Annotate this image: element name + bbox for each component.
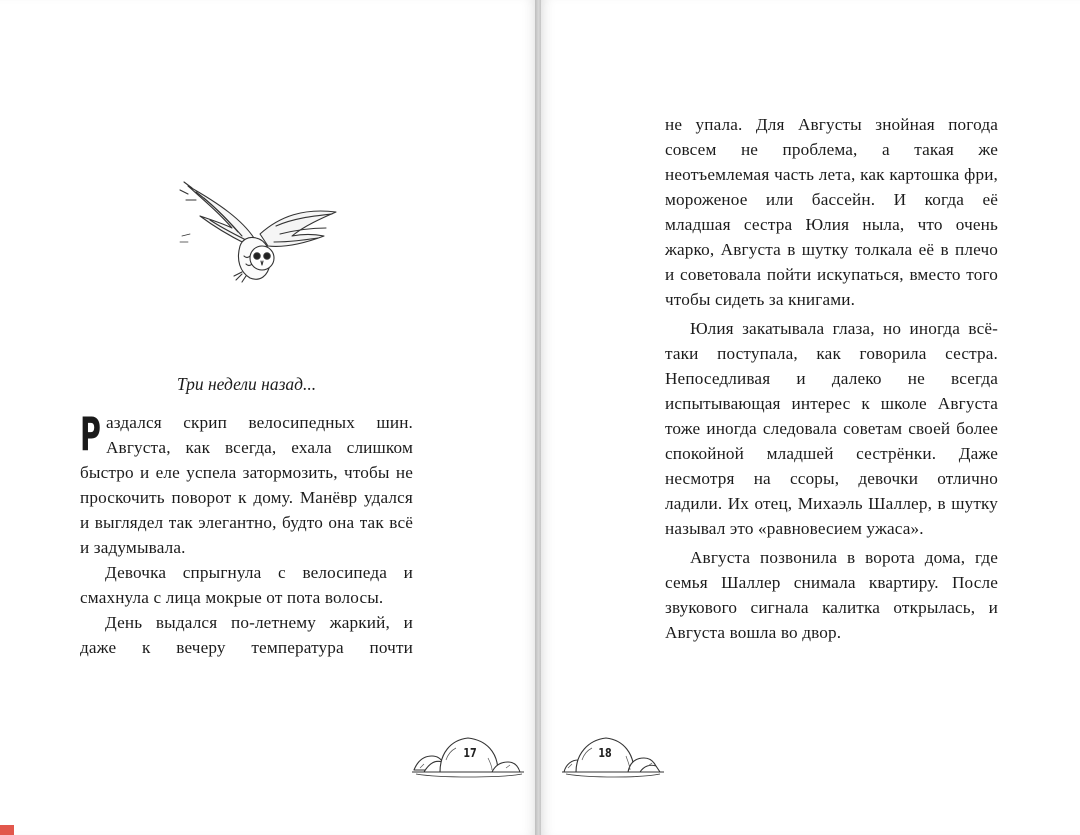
left-page xyxy=(0,0,536,835)
page-number: 17 xyxy=(463,746,477,760)
corner-mark xyxy=(0,825,14,835)
owl-flying-icon xyxy=(176,176,342,286)
paragraph: День выдался по-летнему жаркий, и даже к вечеру температура почти xyxy=(80,613,413,657)
right-page-text xyxy=(665,112,998,645)
left-page-text xyxy=(80,407,413,660)
chapter-title: Три недели назад... xyxy=(176,374,317,394)
page-number-left xyxy=(410,732,530,782)
paragraph-text: аздался скрип велосипедных шин. Августа, как всегда, ехала слишком быстро и еле успела затормозить, чтобы не проскочить поворот к дому. Манёвр удался и выглядел так элегантно, будто она так всё и задумывала. xyxy=(80,413,413,557)
page-number-right xyxy=(560,732,680,782)
paragraph xyxy=(80,407,413,560)
paragraph: не упала. Для Августы знойная погода совсем не проблема, а такая же неотъемлемая часть лета, как картошка фри, мороженое или бассейн. И когда её младшая сестра Юлия ныла, что очень жарко, Августа в шутку толкала её в плечо и советовала пойти искупаться, вместо того чтобы сидеть за книгами. xyxy=(665,115,998,309)
drop-cap: Р xyxy=(80,407,102,461)
paragraph: Девочка спрыгнула с велосипеда и смахнула с лица мокрые от пота волосы. xyxy=(80,563,413,607)
paragraph: Юлия закатывала глаза, но иногда всё-таки поступала, как говорила сестра. Непоседливая и далеко не всегда испытывающая интерес к школе Августа тоже иногда следовала советам своей более спокойной младшей сестрёнки. Даже несмотря на ссоры, девочки отлично ладили. Их отец, Михаэль Шаллер, в шутку называл это «равновесием ужаса». xyxy=(665,319,998,538)
page-number: 18 xyxy=(598,746,612,760)
paragraph: Августа позвонила в ворота дома, где семья Шаллер снимала квартиру. После звукового сигнала калитка открылась, и Августа вошла во двор. xyxy=(665,548,998,642)
